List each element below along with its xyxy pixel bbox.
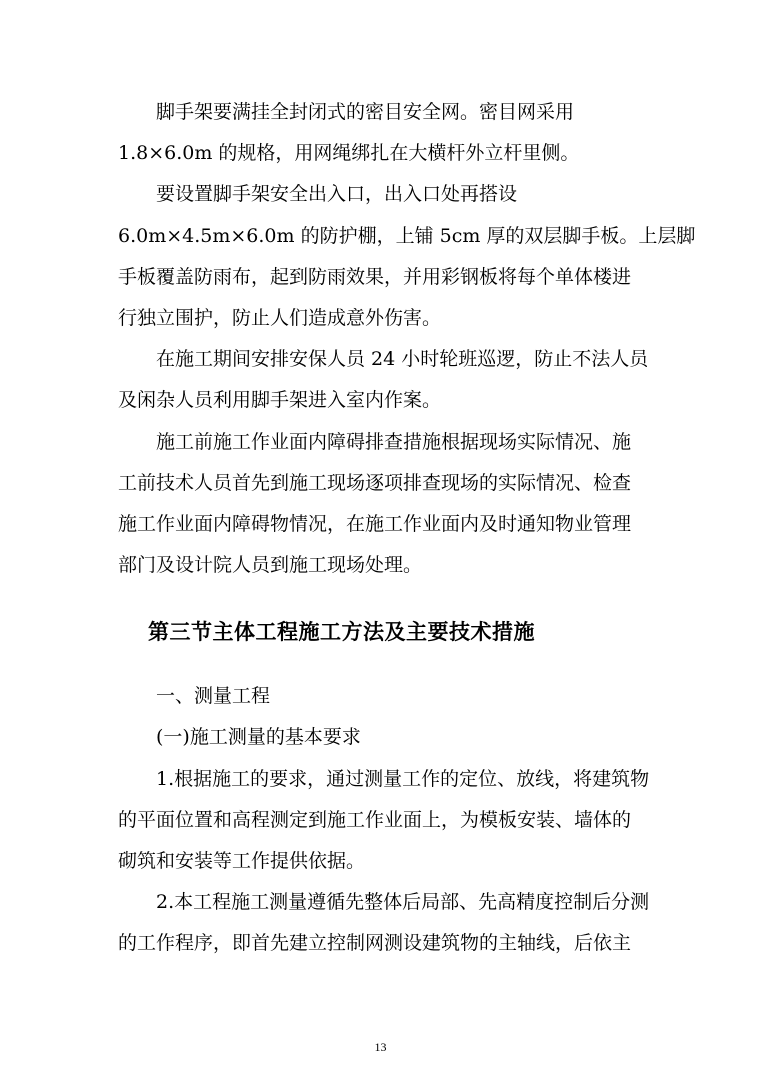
- paragraph-line: 行独立围护，防止人们造成意外伤害。: [118, 307, 442, 329]
- subheading: 一、测量工程: [156, 685, 271, 707]
- sub-subheading: (一)施工测量的基本要求: [156, 726, 361, 748]
- paragraph-line: 及闲杂人员利用脚手架进入室内作案。: [118, 389, 442, 411]
- paragraph-line: 施工前施工作业面内障碍排查措施根据现场实际情况、施: [156, 431, 632, 453]
- page-number: 13: [374, 1040, 387, 1054]
- paragraph-line: 部门及设计院人员到施工现场处理。: [118, 554, 423, 576]
- paragraph-line: 1.根据施工的要求，通过测量工作的定位、放线，将建筑物: [156, 768, 650, 790]
- paragraph-line: 的平面位置和高程测定到施工作业面上，为模板安装、墙体的: [118, 809, 632, 831]
- paragraph-line: 要设置脚手架安全出入口，出入口处再搭设: [156, 183, 518, 205]
- paragraph-line: 的工作程序，即首先建立控制网测设建筑物的主轴线，后依主: [118, 932, 632, 954]
- paragraph-line: 施工作业面内障碍物情况，在施工作业面内及时通知物业管理: [118, 513, 632, 535]
- paragraph-line: 在施工期间安排安保人员 24 小时轮班巡逻，防止不法人员: [156, 348, 649, 370]
- paragraph-line: 2.本工程施工测量遵循先整体后局部、先高精度控制后分测: [156, 891, 650, 913]
- section-heading: 第三节主体工程施工方法及主要技术措施: [148, 619, 535, 644]
- paragraph-line: 6.0m×4.5m×6.0m 的防护棚，上铺 5cm 厚的双层脚手板。上层脚: [118, 225, 696, 247]
- paragraph-line: 手板覆盖防雨布，起到防雨效果，并用彩钢板将每个单体楼进: [118, 266, 632, 288]
- paragraph-line: 工前技术人员首先到施工现场逐项排查现场的实际情况、检查: [118, 472, 632, 494]
- paragraph-line: 脚手架要满挂全封闭式的密目安全网。密目网采用: [156, 101, 575, 123]
- paragraph-line: 1.8×6.0m 的规格，用网绳绑扎在大横杆外立杆里侧。: [118, 142, 580, 164]
- paragraph-line: 砌筑和安装等工作提供依据。: [118, 850, 366, 872]
